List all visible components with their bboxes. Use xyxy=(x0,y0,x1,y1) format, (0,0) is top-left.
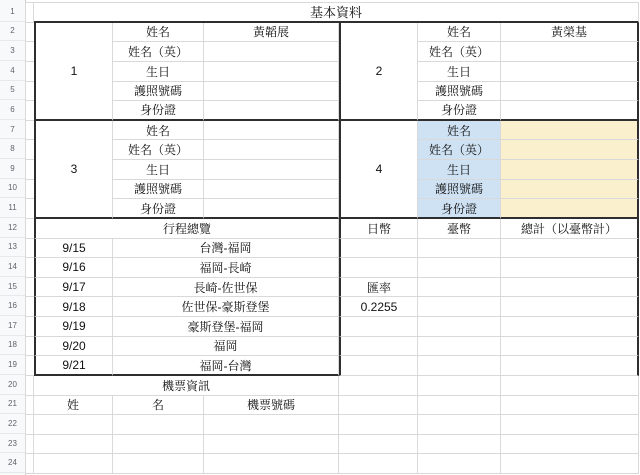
empty-cell[interactable] xyxy=(501,396,639,416)
empty-cell[interactable] xyxy=(26,199,34,219)
person4-label-birthday[interactable]: 生日 xyxy=(418,160,501,180)
person4-value-name[interactable] xyxy=(501,121,639,141)
sheet-title-cell[interactable]: 基本資料 xyxy=(34,3,639,23)
empty-cell[interactable] xyxy=(339,435,418,455)
row-header-5[interactable]: 5 xyxy=(0,81,25,101)
person3-number-cell[interactable]: 3 xyxy=(34,121,113,219)
empty-cell[interactable] xyxy=(418,396,501,416)
row-header-13[interactable]: 13 xyxy=(0,238,25,258)
person3-value-name-en[interactable] xyxy=(204,140,339,160)
person2-number-cell[interactable]: 2 xyxy=(339,23,418,121)
person3-value-name[interactable] xyxy=(204,121,339,141)
row-header-8[interactable]: 8 xyxy=(0,139,25,159)
empty-cell[interactable] xyxy=(26,454,34,474)
person1-label-birthday[interactable]: 生日 xyxy=(113,62,204,82)
jpy-cell[interactable] xyxy=(339,356,418,376)
empty-cell[interactable] xyxy=(26,258,34,278)
empty-cell[interactable] xyxy=(339,454,418,474)
itinerary-date[interactable]: 9/19 xyxy=(34,317,113,337)
itinerary-route[interactable]: 福岡-長崎 xyxy=(113,258,339,278)
row-header-23[interactable]: 23 xyxy=(0,434,25,454)
total-cell[interactable] xyxy=(501,317,639,337)
person1-label-passport[interactable]: 護照號碼 xyxy=(113,82,204,102)
empty-cell[interactable] xyxy=(26,356,34,376)
empty-cell[interactable] xyxy=(26,376,34,396)
person4-value-birthday[interactable] xyxy=(501,160,639,180)
person4-number-cell[interactable]: 4 xyxy=(339,121,418,219)
itinerary-route[interactable]: 福岡 xyxy=(113,337,339,357)
person1-value-birthday[interactable] xyxy=(204,62,339,82)
row-header-list xyxy=(0,2,25,473)
empty-cell[interactable] xyxy=(34,454,113,474)
empty-cell[interactable] xyxy=(26,160,34,180)
row-header-12[interactable]: 12 xyxy=(0,218,25,238)
jpy-cell[interactable] xyxy=(339,239,418,259)
person2-label-id[interactable]: 身份證 xyxy=(418,101,501,121)
itinerary-route[interactable]: 豪斯登堡-福岡 xyxy=(113,317,339,337)
empty-cell[interactable] xyxy=(26,140,34,160)
person1-label-id[interactable]: 身份證 xyxy=(113,101,204,121)
empty-cell[interactable] xyxy=(26,101,34,121)
itinerary-route[interactable]: 福岡-台灣 xyxy=(113,356,339,376)
empty-cell[interactable] xyxy=(418,454,501,474)
empty-cell[interactable] xyxy=(418,415,501,435)
itinerary-date[interactable]: 9/21 xyxy=(34,356,113,376)
empty-cell[interactable] xyxy=(26,62,34,82)
person4-label-id[interactable]: 身份證 xyxy=(418,199,501,219)
itinerary-date[interactable]: 9/15 xyxy=(34,239,113,259)
tickets-header-cell[interactable]: 機票資訊 xyxy=(34,376,339,396)
empty-cell[interactable] xyxy=(501,376,639,396)
itinerary-route[interactable]: 長崎-佐世保 xyxy=(113,278,339,298)
empty-cell[interactable] xyxy=(26,23,34,43)
empty-cell[interactable] xyxy=(113,454,204,474)
empty-cell[interactable] xyxy=(26,396,34,416)
person2-value-name[interactable]: 黃榮基 xyxy=(501,23,639,43)
row-header-2[interactable]: 2 xyxy=(0,22,25,42)
empty-cell[interactable] xyxy=(113,415,204,435)
person2-value-id[interactable] xyxy=(501,101,639,121)
twd-cell[interactable] xyxy=(418,317,501,337)
empty-cell[interactable] xyxy=(501,435,639,455)
empty-cell[interactable] xyxy=(26,317,34,337)
person4-label-name[interactable]: 姓名 xyxy=(418,121,501,141)
person1-value-passport[interactable] xyxy=(204,82,339,102)
person2-value-name-en[interactable] xyxy=(501,42,639,62)
row-header-gutter xyxy=(0,0,26,475)
row-header-24[interactable]: 24 xyxy=(0,453,25,473)
person3-label-name-en[interactable]: 姓名（英） xyxy=(113,140,204,160)
itinerary-date[interactable]: 9/17 xyxy=(34,278,113,298)
tickets-col-givenname[interactable]: 名 xyxy=(113,396,204,416)
row-header-21[interactable]: 21 xyxy=(0,395,25,415)
empty-cell[interactable] xyxy=(34,415,113,435)
person3-value-passport[interactable] xyxy=(204,180,339,200)
person2-label-passport[interactable]: 護照號碼 xyxy=(418,82,501,102)
tickets-col-number[interactable]: 機票號碼 xyxy=(204,396,339,416)
jpy-cell[interactable] xyxy=(339,317,418,337)
empty-cell[interactable] xyxy=(26,239,34,259)
empty-cell[interactable] xyxy=(501,454,639,474)
empty-cell[interactable] xyxy=(204,435,339,455)
row-header-9[interactable]: 9 xyxy=(0,159,25,179)
itinerary-route[interactable]: 佐世保-豪斯登堡 xyxy=(113,297,339,317)
row-header-17[interactable]: 17 xyxy=(0,316,25,336)
row-header-16[interactable]: 16 xyxy=(0,296,25,316)
itinerary-date[interactable]: 9/18 xyxy=(34,297,113,317)
empty-cell[interactable] xyxy=(204,415,339,435)
twd-cell[interactable] xyxy=(418,356,501,376)
empty-cell[interactable] xyxy=(418,435,501,455)
exchange-rate-label-cell[interactable]: 匯率 xyxy=(339,278,418,298)
total-cell[interactable] xyxy=(501,356,639,376)
row-header-19[interactable]: 19 xyxy=(0,355,25,375)
jpy-cell[interactable] xyxy=(339,337,418,357)
person4-label-passport[interactable]: 護照號碼 xyxy=(418,180,501,200)
person3-label-id[interactable]: 身份證 xyxy=(113,199,204,219)
person3-label-passport[interactable]: 護照號碼 xyxy=(113,180,204,200)
empty-cell[interactable] xyxy=(501,415,639,435)
empty-cell[interactable] xyxy=(204,454,339,474)
empty-cell[interactable] xyxy=(26,415,34,435)
twd-cell[interactable] xyxy=(418,278,501,298)
col-header-twd[interactable]: 臺幣 xyxy=(418,219,501,239)
empty-cell[interactable] xyxy=(26,82,34,102)
empty-cell[interactable] xyxy=(26,219,34,239)
tickets-col-surname[interactable]: 姓 xyxy=(34,396,113,416)
row-header-22[interactable]: 22 xyxy=(0,414,25,434)
itinerary-route[interactable]: 台灣-福岡 xyxy=(113,239,339,259)
row-header-1[interactable]: 1 xyxy=(0,2,25,22)
twd-cell[interactable] xyxy=(418,239,501,259)
row-header-4[interactable]: 4 xyxy=(0,61,25,81)
total-cell[interactable] xyxy=(501,297,639,317)
person1-number-cell[interactable]: 1 xyxy=(34,23,113,121)
person4-value-id[interactable] xyxy=(501,199,639,219)
person1-label-name[interactable]: 姓名 xyxy=(113,23,204,43)
person4-value-passport[interactable] xyxy=(501,180,639,200)
person1-value-name-en[interactable] xyxy=(204,42,339,62)
person3-label-name[interactable]: 姓名 xyxy=(113,121,204,141)
row-header-20[interactable]: 20 xyxy=(0,375,25,395)
col-header-total[interactable]: 總計（以臺幣計） xyxy=(501,219,639,239)
empty-cell[interactable] xyxy=(26,278,34,298)
person4-label-name-en[interactable]: 姓名（英） xyxy=(418,140,501,160)
empty-cell[interactable] xyxy=(418,376,501,396)
empty-cell[interactable] xyxy=(26,42,34,62)
person2-value-passport[interactable] xyxy=(501,82,639,102)
total-cell[interactable] xyxy=(501,239,639,259)
empty-cell[interactable] xyxy=(339,396,418,416)
total-cell[interactable] xyxy=(501,337,639,357)
empty-cell[interactable] xyxy=(113,435,204,455)
person2-value-birthday[interactable] xyxy=(501,62,639,82)
empty-cell[interactable] xyxy=(26,3,34,23)
row-header-10[interactable]: 10 xyxy=(0,179,25,199)
person2-label-birthday[interactable]: 生日 xyxy=(418,62,501,82)
row-header-6[interactable]: 6 xyxy=(0,100,25,120)
row-header-15[interactable]: 15 xyxy=(0,277,25,297)
row-header-3[interactable]: 3 xyxy=(0,41,25,61)
empty-cell[interactable] xyxy=(26,435,34,455)
person4-value-name-en[interactable] xyxy=(501,140,639,160)
col-header-jpy[interactable]: 日幣 xyxy=(339,219,418,239)
twd-cell[interactable] xyxy=(418,297,501,317)
row-header-18[interactable]: 18 xyxy=(0,336,25,356)
row-header-14[interactable]: 14 xyxy=(0,257,25,277)
total-cell[interactable] xyxy=(501,258,639,278)
person2-label-name-en[interactable]: 姓名（英） xyxy=(418,42,501,62)
empty-cell[interactable] xyxy=(26,337,34,357)
empty-cell[interactable] xyxy=(26,297,34,317)
empty-cell[interactable] xyxy=(339,415,418,435)
exchange-rate-value-cell[interactable]: 0.2255 xyxy=(339,297,418,317)
empty-cell[interactable] xyxy=(26,121,34,141)
total-cell[interactable] xyxy=(501,278,639,298)
person3-label-birthday[interactable]: 生日 xyxy=(113,160,204,180)
itinerary-date[interactable]: 9/20 xyxy=(34,337,113,357)
empty-cell[interactable] xyxy=(339,376,418,396)
empty-cell[interactable] xyxy=(34,435,113,455)
itinerary-date[interactable]: 9/16 xyxy=(34,258,113,278)
empty-cell[interactable] xyxy=(26,180,34,200)
person2-label-name[interactable]: 姓名 xyxy=(418,23,501,43)
person1-label-name-en[interactable]: 姓名（英） xyxy=(113,42,204,62)
person1-value-name[interactable]: 黃韜展 xyxy=(204,23,339,43)
spreadsheet-grid xyxy=(25,2,639,474)
twd-cell[interactable] xyxy=(418,337,501,357)
row-header-11[interactable]: 11 xyxy=(0,198,25,218)
jpy-cell[interactable] xyxy=(339,258,418,278)
twd-cell[interactable] xyxy=(418,258,501,278)
person1-value-id[interactable] xyxy=(204,101,339,121)
itinerary-header-cell[interactable]: 行程總覽 xyxy=(34,219,339,239)
person3-value-id[interactable] xyxy=(204,199,339,219)
row-header-7[interactable]: 7 xyxy=(0,120,25,140)
person3-value-birthday[interactable] xyxy=(204,160,339,180)
